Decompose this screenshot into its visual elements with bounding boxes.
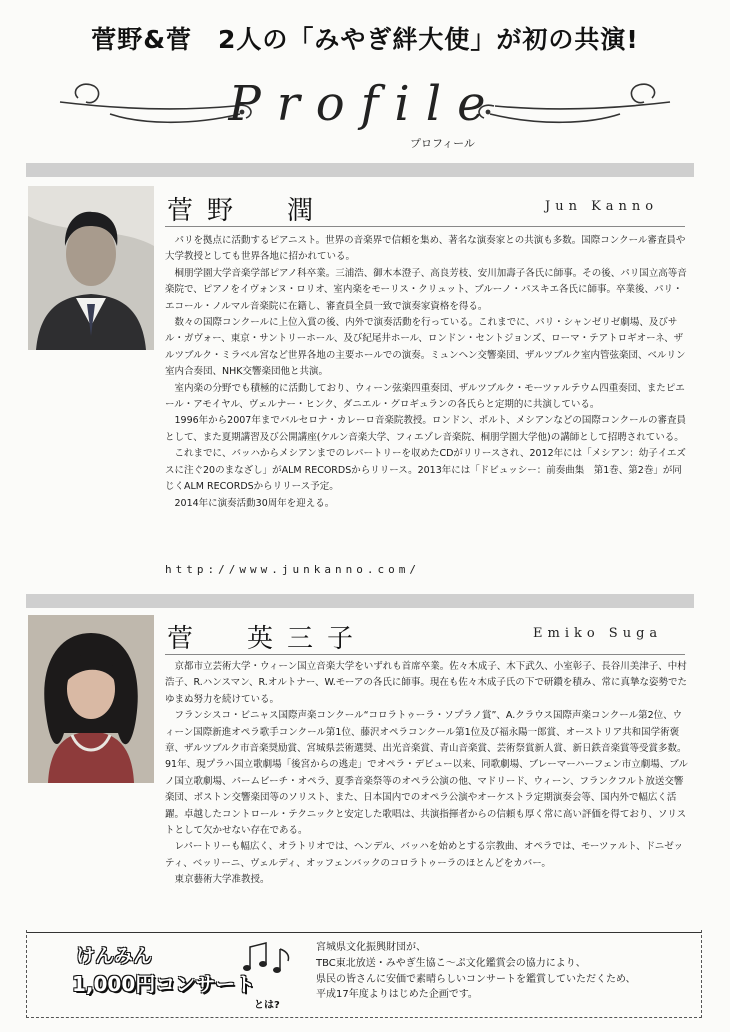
footer-text-line: 県民の皆さんに安価で素晴らしいコンサートを鑑賞していただくため、 xyxy=(316,973,636,985)
artist-name-en: Emiko Suga xyxy=(533,626,663,641)
headline: 菅野&菅 2人の「みやぎ絆大使」が初の共演! xyxy=(91,25,639,54)
logo-line2: 1,000円コンサート xyxy=(72,972,256,996)
logo-line3: とは? xyxy=(254,1000,280,1011)
divider xyxy=(165,226,685,227)
bio-paragraph: 2014年に演奏活動30周年を迎える。 xyxy=(174,497,335,509)
bio-paragraph: パリを拠点に活動するピアニスト。世界の音楽界で信頼を集め、著名な演奏家との共演も多数。国際コンクール審査員や大学教授としても世界各地に招かれている。 xyxy=(165,235,686,263)
bio-paragraph: フランシスコ・ビニャス国際声楽コンクール“コロラトゥーラ・ソプラノ賞”、A.クラウス国際声楽コンクール第2位、ウィーン国際新進オペラ歌手コンクール第1位、藤沢オペラコンクール第1位及び福永陽一郎賞、オーストリア共和国学術褒章、ザルツブルク市音楽奨励賞、宮城県芸術選奨、出光音楽賞、青山音楽賞、芸術祭賞新人賞、新日鉄音楽賞等受賞多数。91年、現プラハ国立歌劇場「後宮からの逃走」でオペラ・デビュー以来、同歌劇場、ブレーマーハーフェン市立劇場、ブルノ国立歌劇場、パームビーチ・オペラ、夏季音楽祭等のオペラ公演の他、マドリード、ウィーン、フランクフルト放送交響楽団、ボストン交響楽団等のソリスト、また、日本国内でのオペラ公演やオーケストラ定期演奏会等、国内外で幅広く活躍。卓越したコントロール・テクニックと安定した歌唱は、共演指揮者からの信頼も厚く常に高い評価を得ており、ソリストとして欠かせない存在である。 xyxy=(165,710,688,837)
music-notes-icon xyxy=(240,941,300,975)
section-band xyxy=(26,594,694,608)
divider xyxy=(165,654,685,655)
artist-name-en: Jun Kanno xyxy=(545,199,659,214)
bio-paragraph: 桐朋学園大学音楽学部ピアノ科卒業。三浦浩、御木本澄子、高良芳枝、安川加壽子各氏に師事。その後、パリ国立高等音楽院で、ピアノをイヴォンヌ・ロリオ、室内楽をモーリス・クリュット、ブルーノ・パスキエ各氏に師事。卒業後、パリ・エコール・ノルマル音楽院に在籍し、審査員全員一致で演奏家資格を得る。 xyxy=(165,267,687,312)
bio-paragraph: 室内楽の分野でも積極的に活動しており、ウィーン弦楽四重奏団、ザルツブルク・モーツァルテウム四重奏団、またピエール・アモイヤル、ヴェルナー・ヒンク、ダニエル・グロギュランの各氏らと定期的に共演している。 xyxy=(165,382,685,411)
bio-paragraph: これまでに、バッハからメシアンまでのレパートリーを収めたCDがリリースされ、2012年には「メシアン：幼子イエズスに注ぐ20のまなざし」がALM RECORDSからリリース。2013年には「ドビュッシー：前奏曲集 第1巻、第2巻」が同じくALM RECORDSからリリース予定。 xyxy=(165,448,686,493)
footer-description xyxy=(316,940,696,1003)
artist-name-ja: 菅 英三子 xyxy=(167,624,368,654)
artist-bio xyxy=(165,233,689,512)
concert-logo xyxy=(68,941,304,1017)
artist-photo xyxy=(28,186,154,350)
section-band xyxy=(26,163,694,177)
bio-paragraph: レパートリーも幅広く、オラトリオでは、ヘンデル、バッハを始めとする宗教曲、オペラでは、モーツァルト、ドニゼッティ、ベッリーニ、ヴェルディ、オッフェンバックのコロラトゥーラのほとんどをカバー。 xyxy=(165,841,684,869)
footer-text-line: TBC東北放送・みやぎ生協こ～ぷ文化鑑賞会の協力により、 xyxy=(316,957,586,969)
artist-name-ja: 菅野 潤 xyxy=(167,196,328,226)
artist-bio xyxy=(165,659,689,889)
profile-kana: プロフィール xyxy=(410,137,475,150)
bio-paragraph: 1996年から2007年までバルセロナ・カレーロ音楽院教授。ロンドン、ポルト、メシアンなどの国際コンクールの審査員として、また夏期講習及び公開講座(ケルン音楽大学、フィエゾレ音楽院、桐朋学園大学他)の講師として招聘されている。 xyxy=(165,415,686,443)
profile-title: Profile xyxy=(228,76,502,132)
bio-paragraph: 数々の国際コンクールに上位入賞の後、内外で演奏活動を行っている。これまでに、パリ・シャンゼリゼ劇場、及びサル・ガヴォー、東京・サントリーホール、及び紀尾井ホール、ロンドン・セントジョンズ、ローマ・テアトロギオーネ、ザルツブルク・ミラベル宮など世界各地の主要ホールでの演奏。ミュンヘン交響楽団、ザルツブルク室内管弦楽団、ベルリン室内合奏団、NHK交響楽団他と共演。 xyxy=(165,317,686,378)
logo-line1: けんみん xyxy=(76,945,153,967)
artist-website-link[interactable]: http://www.junkanno.com/ xyxy=(165,563,420,576)
bio-paragraph: 京都市立芸術大学・ウィーン国立音楽大学をいずれも首席卒業。佐々木成子、木下武久、小室彰子、長谷川美津子、中村浩子、R.ハンスマン、R.オルトナー、W.モーアの各氏に師事。現在も佐々木成子氏の下で研鑽を積み、常に真摯な姿勢でたゆまぬ努力を続けている。 xyxy=(165,661,687,705)
bio-paragraph: 東京藝術大学准教授。 xyxy=(174,874,270,886)
artist-photo xyxy=(28,615,154,783)
footer-text-line: 宮城県文化振興財団が、 xyxy=(316,942,426,953)
footer-text-line: 平成17年度よりはじめた企画です。 xyxy=(316,989,478,1001)
